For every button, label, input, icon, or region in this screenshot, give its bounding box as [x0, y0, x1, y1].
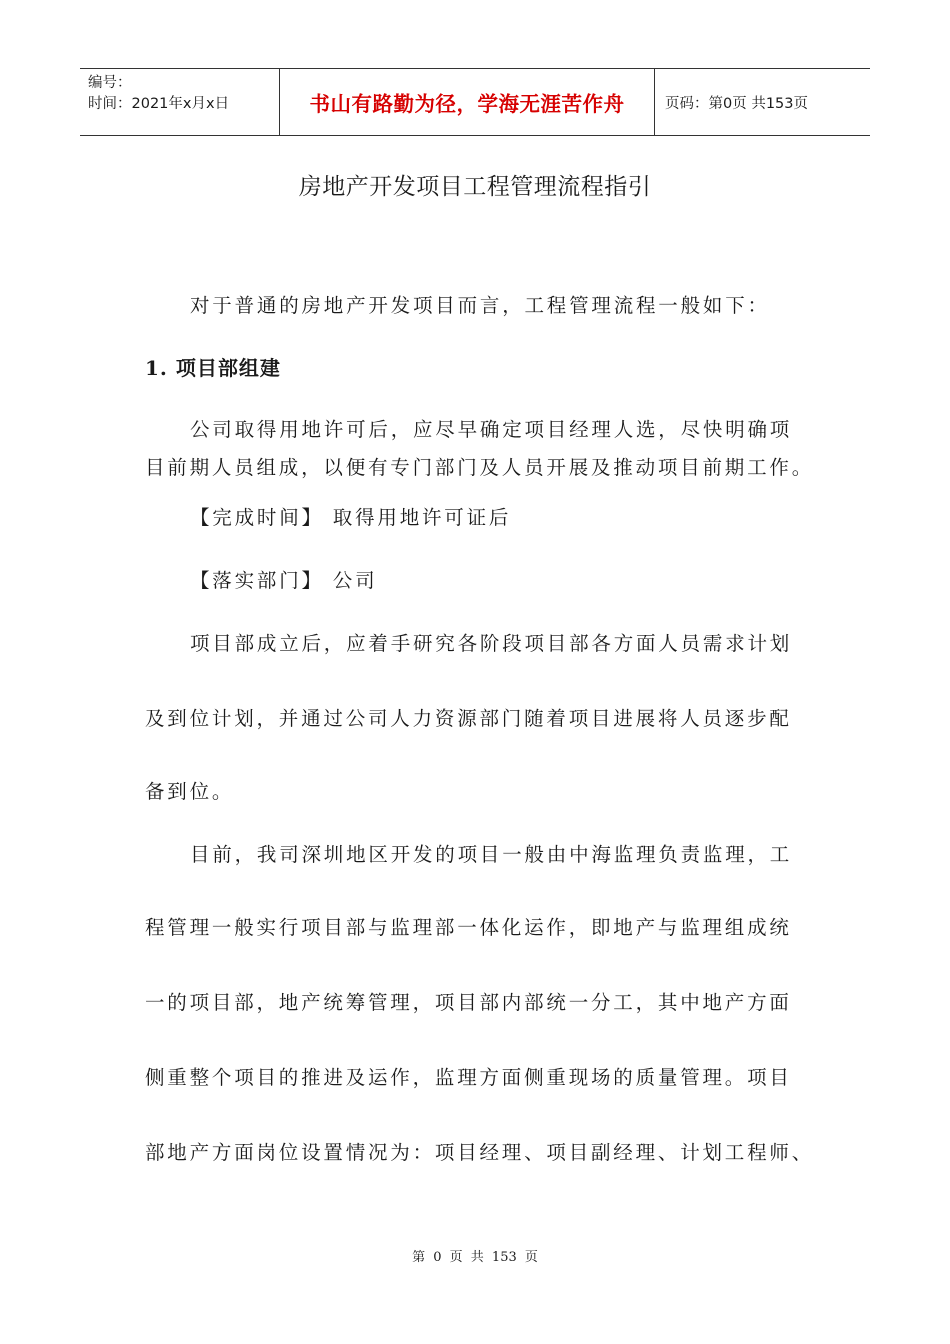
page-footer: 第 0 页 共 153 页 — [412, 1250, 538, 1265]
header-page-cell — [655, 69, 870, 135]
paragraph-line: 一的项目部，地产统筹管理，项目部内部统一分工，其中地产方面 — [145, 991, 792, 1014]
paragraph-line: 备到位。 — [145, 780, 235, 803]
completion-time-line: 【完成时间】 取得用地许可证后 — [190, 506, 512, 529]
paragraph-line: 目前，我司深圳地区开发的项目一般由中海监理负责监理，工 — [190, 843, 793, 866]
intro-paragraph: 对于普通的房地产开发项目而言，工程管理流程一般如下： — [190, 294, 770, 317]
paragraph-line: 及到位计划，并通过公司人力资源部门随着项目进展将人员逐步配 — [145, 707, 792, 730]
document-header — [80, 68, 870, 136]
header-motto-cell — [280, 69, 655, 135]
document-title: 房地产开发项目工程管理流程指引 — [298, 174, 652, 200]
document-date: 时间：2021年x月x日 — [88, 96, 230, 112]
document-number-label: 编号： — [88, 75, 132, 91]
paragraph-line: 公司取得用地许可后，应尽早确定项目经理人选，尽快明确项 — [190, 418, 793, 441]
header-page-info: 页码：第0页 共153页 — [665, 95, 809, 112]
paragraph-line: 部地产方面岗位设置情况为：项目经理、项目副经理、计划工程师、 — [145, 1141, 815, 1164]
paragraph-line: 目前期人员组成，以便有专门部门及人员开展及推动项目前期工作。 — [145, 456, 815, 479]
paragraph-line: 程管理一般实行项目部与监理部一体化运作，即地产与监理组成统 — [145, 916, 792, 939]
section-heading: 1. 项目部组建 — [145, 356, 281, 380]
header-motto: 书山有路勤为径，学海无涯苦作舟 — [309, 92, 625, 116]
paragraph-line: 项目部成立后，应着手研究各阶段项目部各方面人员需求计划 — [190, 632, 793, 655]
header-meta-cell — [80, 69, 280, 135]
responsible-dept-line: 【落实部门】 公司 — [190, 569, 378, 592]
paragraph-line: 侧重整个项目的推进及运作，监理方面侧重现场的质量管理。项目 — [145, 1066, 792, 1089]
